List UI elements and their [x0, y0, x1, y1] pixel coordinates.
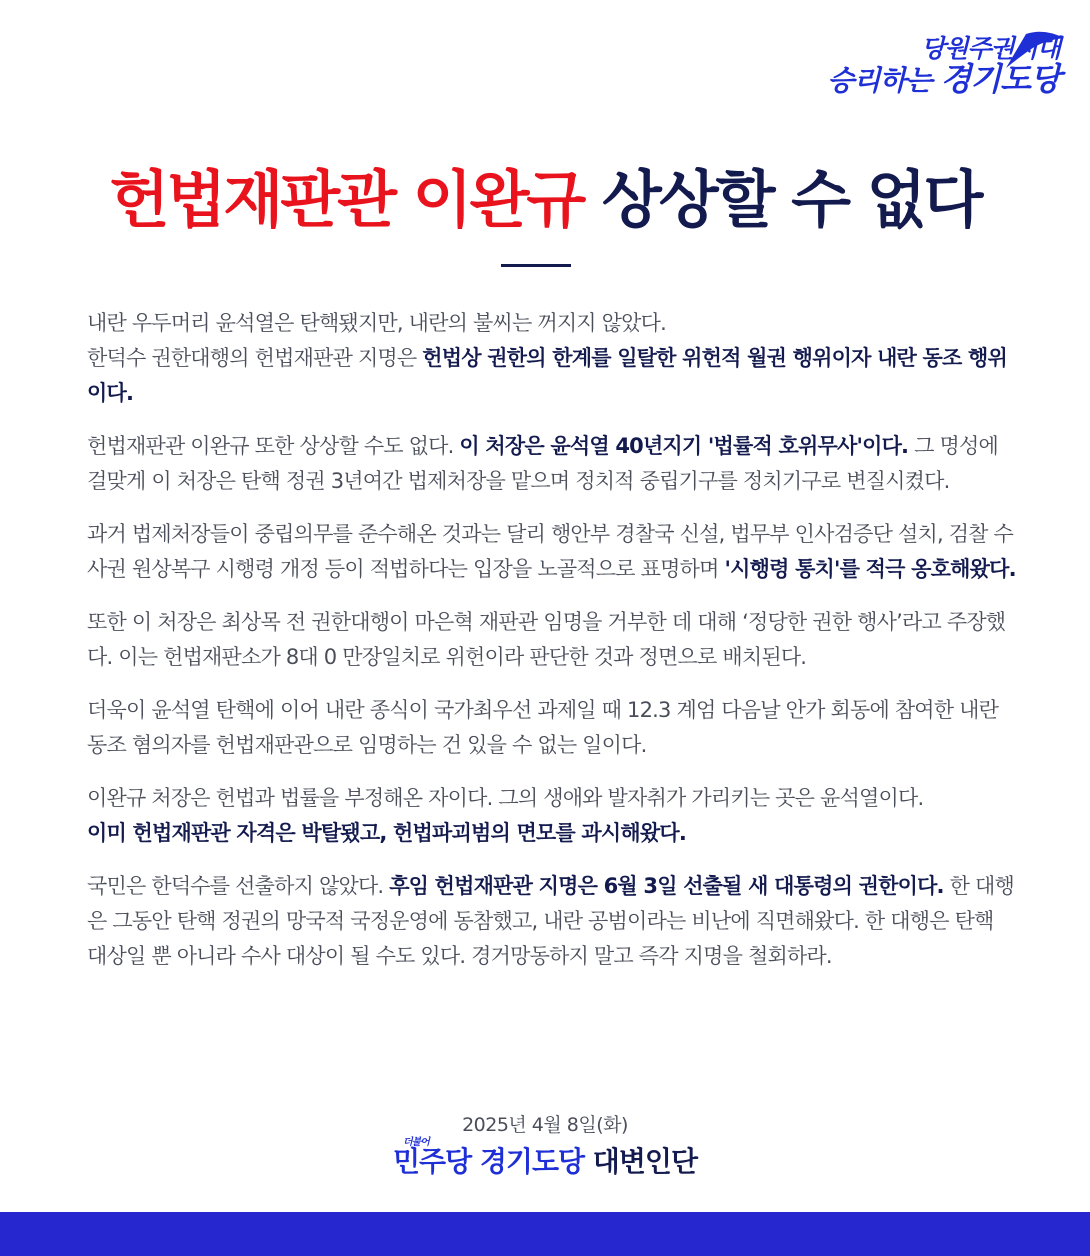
logo-line-1: 당원주권시대: [921, 34, 1060, 63]
signature: [0, 1137, 1090, 1180]
headline: [0, 150, 1090, 239]
p1-bold: 헌법상 권한의 한계를 일탈한 위헌적 월권 행위이자 내란 동조 행위이다.: [87, 346, 1008, 405]
statement-date: 2025년 4월 8일(화): [462, 1114, 628, 1136]
p7-text-1: 국민은 한덕수를 선출하지 않았다.: [87, 874, 390, 898]
p4-text-1: 또한 이 처장은 최상목 전 권한대행이 마은혁 재판관 임명을 거부한 데 대해 ‘정당한 권한 행사’라고 주장했다. 이는 헌법재판소가 8대 0 만장일치로 위헌이라 판단한 것과 정면으로 배치된다.: [87, 610, 1006, 669]
bottom-color-bar: [0, 1212, 1090, 1256]
paragraph-1: [87, 306, 1017, 411]
p2-text-1: 헌법재판관 이완규 또한 상상할 수도 없다.: [87, 434, 460, 458]
headline-red-part: 헌법재판관 이완규: [109, 163, 602, 236]
paragraph-2: [87, 429, 1017, 499]
p2-bold: 이 처장은 윤석열 40년지기 '법률적 호위무사'이다.: [459, 434, 909, 458]
p3-bold: '시행령 통치'를 적극 옹호해왔다.: [724, 557, 1016, 581]
paragraph-5: [87, 693, 1017, 763]
p7-bold: 후임 헌법재판관 지명은 6월 3일 선출될 새 대통령의 권한이다.: [389, 874, 944, 898]
statement-body: [87, 306, 1017, 992]
p5-text-1: 더욱이 윤석열 탄핵에 이어 내란 종식이 국가최우선 과제일 때 12.3 계엄 다음날 안가 회동에 참여한 내란 동조 혐의자를 헌법재판관으로 임명하는 건 있을 수 없는 일이다.: [87, 698, 999, 757]
logo-line-2-prefix: 승리하는: [827, 64, 941, 97]
party-logo: [827, 34, 1060, 98]
party-name: [392, 1137, 585, 1178]
p7-text-2: 한 대행은 그동안 탄핵 정권의 망국적 국정운영에 동참했고, 내란 공범이라는 비난에 직면해왔다. 한 대행은 탄핵 대상일 뿐 아니라 수사 대상이 될 수도 있다. 경거망동하지 말고 즉각 지명을 철회하라.: [87, 874, 1014, 968]
p2-text-2: 그 명성에 걸맞게 이 처장은 탄핵 정권 3년여간 법제처장을 맡으며 정치적 중립기구를 정치기구로 변질시켰다.: [87, 434, 998, 493]
paragraph-3: [87, 517, 1017, 587]
paragraph-7: [87, 869, 1017, 974]
title-divider: [501, 264, 571, 267]
party-name-small: 더불어: [402, 1137, 429, 1148]
spokesperson-role: 대변인단: [584, 1145, 698, 1178]
p6-bold: 이미 헌법재판관 자격은 박탈됐고, 헌법파괴범의 면모를 과시해왔다.: [87, 821, 687, 845]
party-name-main: 민주당 경기도당: [392, 1145, 585, 1178]
p1-text-2: 한덕수 권한대행의 헌법재판관 지명은: [87, 346, 423, 370]
headline-navy-part: 상상할 수 없다: [601, 163, 981, 236]
p3-text-1: 과거 법제처장들이 중립의무를 준수해온 것과는 달리 행안부 경찰국 신설, 법무부 인사검증단 설치, 검찰 수사권 원상복구 시행령 개정 등이 적법하다는 입장을 노골적으로 표명하며: [87, 522, 1014, 581]
p6-text-1: 이완규 처장은 헌법과 법률을 부정해온 자이다. 그의 생애와 발자취가 가리키는 곳은 윤석열이다.: [87, 786, 924, 810]
paragraph-6: [87, 781, 1017, 851]
paragraph-4: [87, 605, 1017, 675]
flag-icon: [996, 30, 1066, 70]
p1-text-1: 내란 우두머리 윤석열은 탄핵됐지만, 내란의 불씨는 꺼지지 않았다.: [87, 311, 666, 335]
logo-line-2-suffix: 경기도당: [940, 60, 1060, 98]
